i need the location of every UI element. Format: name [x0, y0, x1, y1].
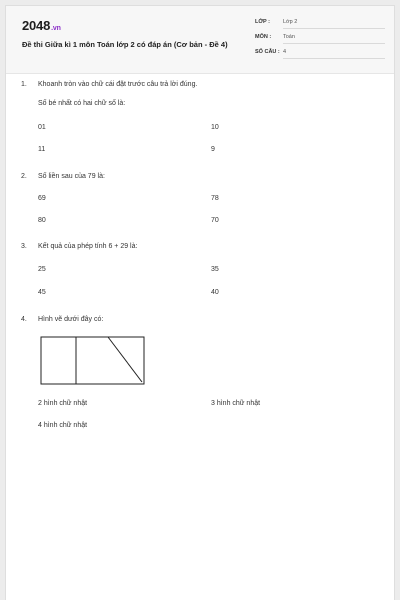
meta-class — [255, 16, 385, 28]
option[interactable]: 40 — [211, 289, 219, 296]
question-1 — [21, 81, 27, 88]
meta-count-label: SỐ CÂU : — [255, 49, 280, 55]
outer-rectangle — [41, 337, 144, 384]
option[interactable]: 78 — [211, 195, 219, 202]
question-4-text: Hình vẽ dưới đây có: — [38, 316, 104, 323]
logo-text: 2048 — [22, 18, 51, 33]
option[interactable]: 70 — [211, 217, 219, 224]
option[interactable]: 45 — [38, 289, 46, 296]
header — [6, 6, 394, 74]
option[interactable]: 9 — [211, 146, 215, 153]
option[interactable]: 80 — [38, 217, 46, 224]
exam-sheet — [5, 5, 395, 600]
meta-count-value: 4 — [283, 49, 385, 59]
option[interactable]: 11 — [38, 146, 46, 153]
meta-subject — [255, 31, 385, 43]
question-3-number: 3. — [21, 243, 27, 250]
rectangles-figure — [36, 332, 146, 386]
question-1-subtext: Số bé nhất có hai chữ số là: — [38, 100, 126, 107]
question-4-number: 4. — [21, 316, 27, 323]
meta-subject-value: Toán — [283, 34, 385, 44]
diagonal-line — [108, 337, 142, 382]
question-number: 1. — [21, 81, 27, 88]
meta-count — [255, 46, 385, 58]
question-2-number: 2. — [21, 173, 27, 180]
question-3-text: Kết quả của phép tính 6 + 29 là: — [38, 243, 138, 250]
site-logo[interactable] — [22, 18, 61, 33]
logo-tld: .vn — [51, 25, 61, 32]
page-title: Đề thi Giữa kì 1 môn Toán lớp 2 có đáp án (Cơ bản - Đề 4) — [22, 40, 228, 49]
question-2-text: Số liền sau của 79 là: — [38, 173, 105, 180]
option[interactable]: 4 hình chữ nhật — [38, 422, 88, 429]
meta-subject-label: MÔN : — [255, 34, 272, 40]
option[interactable]: 25 — [38, 266, 46, 273]
option[interactable]: 01 — [38, 124, 46, 131]
option[interactable]: 10 — [211, 124, 219, 131]
option[interactable]: 2 hình chữ nhật — [38, 400, 88, 407]
question-1-text: Khoanh tròn vào chữ cái đặt trước câu trả lời đúng. — [38, 81, 198, 88]
option[interactable]: 35 — [211, 266, 219, 273]
option[interactable]: 3 hình chữ nhật — [211, 400, 261, 407]
meta-class-label: LỚP : — [255, 19, 270, 25]
option[interactable]: 69 — [38, 195, 46, 202]
meta-class-value: Lớp 2 — [283, 19, 385, 29]
